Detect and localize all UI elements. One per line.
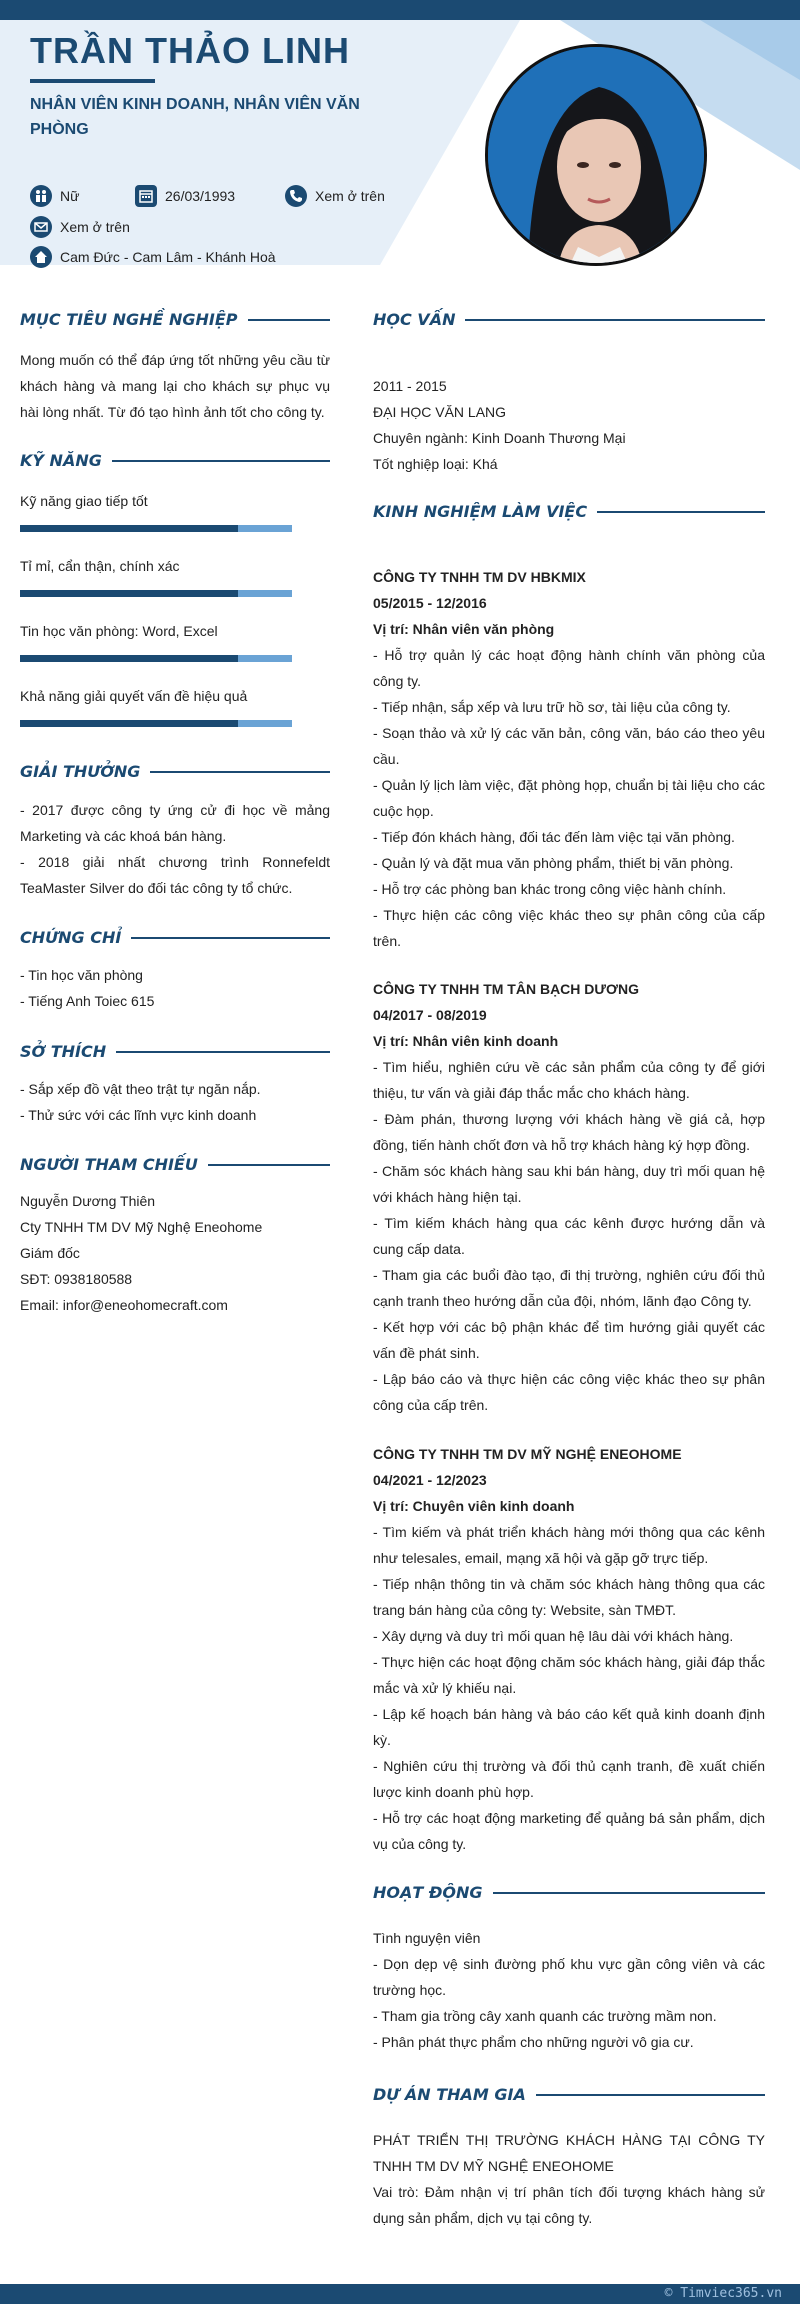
job-position: Vị trí: Nhân viên kinh doanh xyxy=(373,1033,559,1049)
activity-item: - Phân phát thực phẩm cho những người vô gia cư. xyxy=(373,2034,694,2050)
job-duty: - Quản lý lịch làm việc, đặt phòng họp, chuẩn bị tài liệu cho các cuộc họp. xyxy=(373,777,765,819)
info-address xyxy=(30,246,276,268)
job-title: NHÂN VIÊN KINH DOANH, NHÂN VIÊN VĂN PHÒNG xyxy=(30,96,360,138)
hobbies-list xyxy=(20,1076,330,1128)
awards-list xyxy=(20,797,330,901)
phone-icon xyxy=(285,185,307,207)
education-major: Chuyên ngành: Kinh Doanh Thương Mại xyxy=(373,430,626,446)
hobby-item: - Thử sức với các lĩnh vực kinh doanh xyxy=(20,1107,257,1123)
certificate-item: - Tin học văn phòng xyxy=(20,967,143,983)
hobby-item: - Sắp xếp đồ vật theo trật tự ngăn nắp. xyxy=(20,1081,261,1097)
education-block xyxy=(373,373,765,477)
award-item: - 2018 giải nhất chương trình Ronnefeldt TeaMaster Silver do đối tác công ty tổ chức. xyxy=(20,854,330,896)
project-block xyxy=(373,2127,765,2231)
references-list xyxy=(20,1188,330,1318)
candidate-name: TRẦN THẢO LINH xyxy=(30,30,350,71)
job-duty: - Xây dựng và duy trì mối quan hệ lâu dài với khách hàng. xyxy=(373,1628,734,1644)
job-duty: - Lập kế hoạch bán hàng và báo cáo kết quả kinh doanh định kỳ. xyxy=(373,1706,765,1748)
skill-label: Tỉ mỉ, cẩn thận, chính xác xyxy=(20,558,180,574)
education-school: ĐẠI HỌC VĂN LANG xyxy=(373,404,507,420)
job-duty: - Tìm kiếm và phát triển khách hàng mới thông qua các kênh như telesales, email, mạng xã hội và gặp gỡ trực tiếp. xyxy=(373,1524,765,1566)
activity-item: - Dọn dẹp vệ sinh đường phố khu vực gần công viên và các trường học. xyxy=(373,1956,765,1998)
project-name: PHÁT TRIỂN THỊ TRƯỜNG KHÁCH HÀNG TẠI CÔNG TY TNHH TM DV MỸ NGHỆ ENEOHOME xyxy=(373,2132,765,2174)
certificate-item: - Tiếng Anh Toiec 615 xyxy=(20,993,155,1009)
reference-line: Cty TNHH TM DV Mỹ Nghệ Eneohome xyxy=(20,1219,263,1235)
job-entry xyxy=(373,564,765,954)
job-duty: - Quản lý và đặt mua văn phòng phẩm, thiết bị văn phòng. xyxy=(373,855,734,871)
skill-bar xyxy=(20,525,292,532)
birthday-value: 26/03/1993 xyxy=(165,188,236,204)
skill-label: Khả năng giải quyết vấn đề hiệu quả xyxy=(20,688,248,704)
name-underline xyxy=(30,79,155,83)
education-title: HỌC VẤN xyxy=(373,310,765,329)
job-duty: - Tìm hiểu, nghiên cứu về các sản phẩm của công ty để giới thiệu, tư vấn và giải đáp thắc mắc cho khách hàng. xyxy=(373,1059,765,1101)
job-duty: - Tham gia các buổi đào tạo, đi thị trường, nghiên cứu đối thủ cạnh tranh theo hướng dẫn của đội, nhóm, lãnh đạo Công ty. xyxy=(373,1267,765,1309)
job-period: 05/2015 - 12/2016 xyxy=(373,595,487,611)
job-position: Vị trí: Nhân viên văn phòng xyxy=(373,621,555,637)
skills-title: KỸ NĂNG xyxy=(20,451,330,470)
job-duty: - Soạn thảo và xử lý các văn bản, công văn, báo cáo theo yêu cầu. xyxy=(373,725,765,767)
job-duty: - Hỗ trợ các hoạt động marketing để quảng bá sản phẩm, dịch vụ của công ty. xyxy=(373,1810,765,1852)
activities-list xyxy=(373,1925,765,2055)
experience-title: KINH NGHIỆM LÀM VIỆC xyxy=(373,502,765,521)
job-duty: - Chăm sóc khách hàng sau khi bán hàng, duy trì mối quan hệ với khách hàng hiện tại. xyxy=(373,1163,765,1205)
info-phone xyxy=(285,185,385,207)
job-period: 04/2017 - 08/2019 xyxy=(373,1007,487,1023)
job-entry xyxy=(373,1441,765,1857)
job-duty: - Hỗ trợ các phòng ban khác trong công việc hành chính. xyxy=(373,881,727,897)
info-gender xyxy=(30,185,79,207)
job-duty: - Hỗ trợ quản lý các hoạt động hành chính văn phòng của công ty. xyxy=(373,647,765,689)
info-email xyxy=(30,216,130,238)
references-title: NGƯỜI THAM CHIẾU xyxy=(20,1155,330,1174)
calendar-icon xyxy=(135,185,157,207)
info-birthday xyxy=(135,185,235,207)
job-duty: - Tiếp nhận thông tin và chăm sóc khách hàng thông qua các trang bán hàng của công ty: Website, sàn TMĐT. xyxy=(373,1576,765,1618)
objective-text: Mong muốn có thể đáp ứng tốt những yêu cầu từ khách hàng và mang lại cho khách sự phục vụ hài lòng nhất. Từ đó tạo hình ảnh tốt cho công ty. xyxy=(20,352,330,420)
home-icon xyxy=(30,246,52,268)
top-bar xyxy=(0,0,800,20)
job-duty: - Tiếp nhận, sắp xếp và lưu trữ hồ sơ, tài liệu của công ty. xyxy=(373,699,731,715)
award-item: - 2017 được công ty ứng cử đi học về mảng Marketing và các khoá bán hàng. xyxy=(20,802,330,844)
job-entry xyxy=(373,976,765,1418)
job-duty: - Đàm phán, thương lượng với khách hàng về giá cả, hợp đồng, tiến hành chốt đơn và hỗ trợ khách hàng ký hợp đồng. xyxy=(373,1111,765,1153)
awards-title: GIẢI THƯỞNG xyxy=(20,762,330,781)
reference-line: Email: infor@eneohomecraft.com xyxy=(20,1297,228,1313)
skill-bar xyxy=(20,720,292,727)
reference-line: Nguyễn Dương Thiên xyxy=(20,1193,156,1209)
skill-label: Kỹ năng giao tiếp tốt xyxy=(20,493,148,509)
projects-title: DỰ ÁN THAM GIA xyxy=(373,2085,765,2104)
job-company: CÔNG TY TNHH TM DV HBKMIX xyxy=(373,569,586,585)
job-period: 04/2021 - 12/2023 xyxy=(373,1472,487,1488)
reference-line: SĐT: 0938180588 xyxy=(20,1271,133,1287)
education-period: 2011 - 2015 xyxy=(373,378,447,394)
job-company: CÔNG TY TNHH TM DV MỸ NGHỆ ENEOHOME xyxy=(373,1446,682,1462)
activity-item: - Tham gia trồng cây xanh quanh các trường mầm non. xyxy=(373,2008,717,2024)
activity-item: Tình nguyện viên xyxy=(373,1930,481,1946)
reference-line: Giám đốc xyxy=(20,1245,80,1261)
job-duty: - Thực hiện các công việc khác theo sự phân công của cấp trên. xyxy=(373,907,765,949)
job-duty: - Nghiên cứu thị trường và đối thủ cạnh tranh, đề xuất chiến lược kinh doanh phù hợp. xyxy=(373,1758,765,1800)
skill-label: Tin học văn phòng: Word, Excel xyxy=(20,623,218,639)
address-value: Cam Đức - Cam Lâm - Khánh Hoà xyxy=(60,249,276,265)
profile-photo xyxy=(485,44,707,266)
job-duty: - Lập báo cáo và thực hiện các công việc khác theo sự phân công của cấp trên. xyxy=(373,1371,765,1413)
phone-value: Xem ở trên xyxy=(315,188,385,204)
watermark: © Timviec365.vn xyxy=(664,2286,782,2301)
skill-bar xyxy=(20,655,292,662)
certificates-list xyxy=(20,962,330,1014)
skill-bar xyxy=(20,590,292,597)
education-grade: Tốt nghiệp loại: Khá xyxy=(373,456,498,472)
email-value: Xem ở trên xyxy=(60,219,130,235)
mail-icon xyxy=(30,216,52,238)
job-duty: - Thực hiện các hoạt động chăm sóc khách hàng, giải đáp thắc mắc và xử lý khiếu nại. xyxy=(373,1654,765,1696)
activities-title: HOẠT ĐỘNG xyxy=(373,1883,765,1902)
job-duty: - Tìm kiếm khách hàng qua các kênh được hướng dẫn và cung cấp data. xyxy=(373,1215,765,1257)
certificates-title: CHỨNG CHỈ xyxy=(20,928,330,947)
job-duty: - Kết hợp với các bộ phận khác để tìm hướng giải quyết các vấn đề phát sinh. xyxy=(373,1319,765,1361)
objective-title: MỤC TIÊU NGHỀ NGHIỆP xyxy=(20,310,330,329)
job-duty: - Tiếp đón khách hàng, đối tác đến làm việc tại văn phòng. xyxy=(373,829,735,845)
job-company: CÔNG TY TNHH TM TÂN BẠCH DƯƠNG xyxy=(373,981,639,997)
gender-value: Nữ xyxy=(60,188,80,204)
job-position: Vị trí: Chuyên viên kinh doanh xyxy=(373,1498,575,1514)
hobbies-title: SỞ THÍCH xyxy=(20,1042,330,1061)
project-role: Vai trò: Đảm nhận vị trí phân tích đối tượng khách hàng sử dụng sản phẩm, dịch vụ tại công ty. xyxy=(373,2184,765,2226)
person-icon xyxy=(30,185,52,207)
